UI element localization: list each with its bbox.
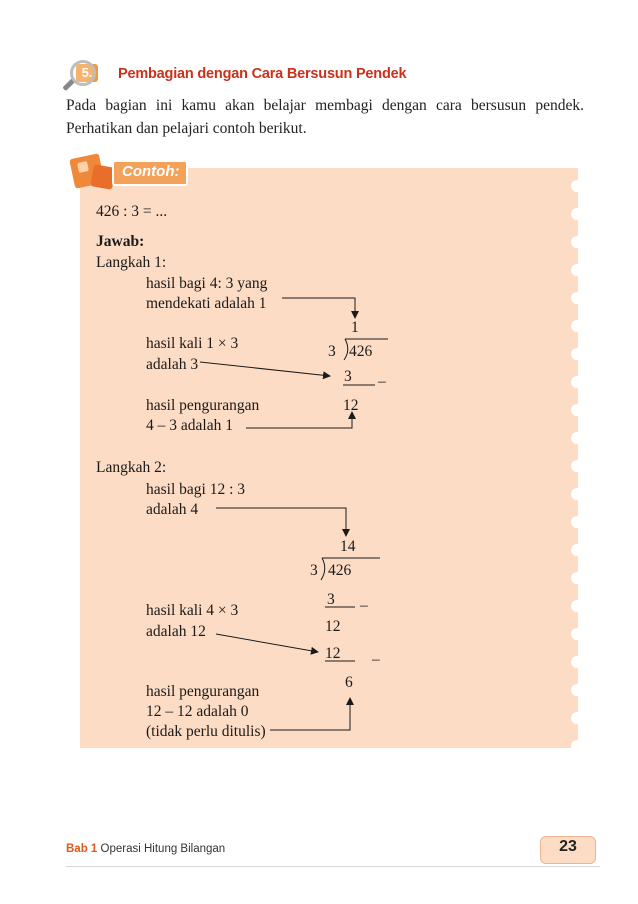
- step2-arrow-quotient: [216, 508, 346, 536]
- example-label: Contoh:: [122, 163, 180, 180]
- step2-product1: 3: [327, 591, 335, 608]
- step2-arrow-remainder: [270, 698, 350, 730]
- step1-divisor: 3: [328, 343, 336, 360]
- step2-title: Langkah 2:: [96, 459, 167, 476]
- step1-note2-line2: adalah 3: [146, 356, 199, 373]
- problem-text: 426 : 3 = ...: [96, 203, 168, 220]
- footer-chapter: [66, 843, 225, 855]
- section-title: Pembagian dengan Cara Bersusun Pendek: [118, 66, 407, 82]
- step1-bracket-curve: [344, 339, 348, 360]
- footer-rule: [66, 866, 600, 867]
- step2-note2-line1: hasil kali 4 × 3: [146, 602, 239, 619]
- step1-remainder: 12: [343, 397, 359, 414]
- step2-dividend: 426: [328, 562, 352, 579]
- step2-note3-line3: (tidak perlu ditulis): [146, 723, 266, 740]
- step2-remainder2: 6: [345, 674, 353, 691]
- step1-minus: –: [378, 373, 386, 390]
- step2-note2-line2: adalah 12: [146, 623, 206, 640]
- intro-paragraph: Pada bagian ini kamu akan belajar membagi dengan cara bersusun pendek. Perhatikan dan pelajari contoh berikut.: [66, 97, 584, 137]
- step2-note1-line2: adalah 4: [146, 501, 199, 518]
- step2-note1-line1: hasil bagi 12 : 3: [146, 481, 246, 498]
- section-number: 5.: [76, 64, 98, 82]
- step2-arrow-product: [216, 634, 318, 652]
- step1-product: 3: [344, 368, 352, 385]
- step1-dividend: 426: [349, 343, 373, 360]
- step2-minus2: –: [372, 651, 380, 668]
- step1-note3-line1: hasil pengurangan: [146, 397, 260, 414]
- footer-chapter-label: Bab 1: [66, 843, 98, 855]
- footer-chapter-title: Operasi Hitung Bilangan: [100, 843, 226, 855]
- step2-product2: 12: [325, 645, 341, 662]
- step1-quotient: 1: [351, 319, 359, 336]
- step2-divisor: 3: [310, 562, 318, 579]
- step1-note3-line2: 4 – 3 adalah 1: [146, 417, 233, 434]
- step1-title: Langkah 1:: [96, 254, 167, 271]
- page-number: 23: [559, 838, 577, 855]
- step2-quotient: 14: [340, 538, 356, 555]
- step1-arrow-product: [200, 362, 330, 376]
- step2-remainder1: 12: [325, 618, 341, 635]
- step1-arrow-quotient: [282, 298, 355, 318]
- answer-label: Jawab:: [96, 233, 145, 250]
- step2-minus1: –: [360, 597, 368, 614]
- step2-bracket-curve: [321, 558, 325, 580]
- step1-note1-line1: hasil bagi 4: 3 yang: [146, 275, 268, 292]
- step1-note1-line2: mendekati adalah 1: [146, 295, 267, 312]
- step2-note3-line2: 12 – 12 adalah 0: [146, 703, 249, 720]
- step2-note3-line1: hasil pengurangan: [146, 683, 260, 700]
- step1-arrow-remainder: [246, 412, 352, 428]
- step1-note2-line1: hasil kali 1 × 3: [146, 335, 239, 352]
